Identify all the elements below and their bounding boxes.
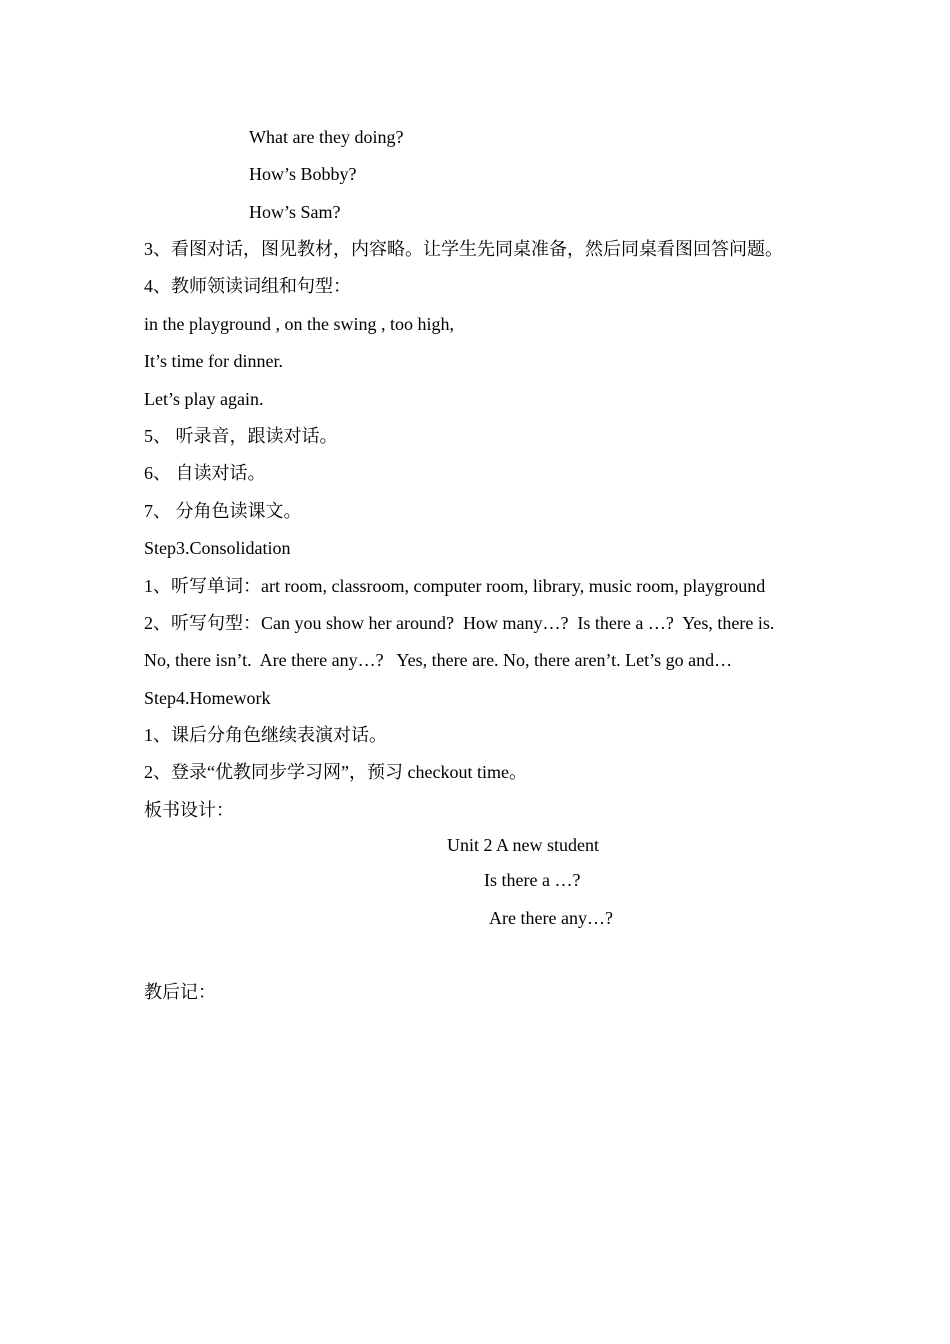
consolidation-item-2-continued: No, there isn’t. Are there any…? Yes, there are. No, there aren’t. Let’s go and… <box>144 650 733 670</box>
phrase-line: Let’s play again. <box>144 389 264 409</box>
consolidation-item-1: 1、听写单词：art room, classroom, computer room, library, music room, playground <box>144 576 766 596</box>
homework-item-1: 1、课后分角色继续表演对话。 <box>144 725 387 745</box>
consolidation-heading: Step3.Consolidation <box>144 538 291 558</box>
question-line: What are they doing? <box>249 127 404 147</box>
phrase-line: It’s time for dinner. <box>144 351 283 371</box>
step-item-4: 4、教师领读词组和句型： <box>144 276 351 296</box>
step-item-7: 7、 分角色读课文。 <box>144 501 302 521</box>
board-design-label: 板书设计： <box>144 800 234 820</box>
homework-item-2: 2、登录“优教同步学习网”，预习 checkout time。 <box>144 762 527 782</box>
step-item-6: 6、 自读对话。 <box>144 463 266 483</box>
board-design-line: Is there a …? <box>484 870 581 890</box>
board-design-line: Are there any…? <box>489 908 613 928</box>
consolidation-item-2: 2、听写句型：Can you show her around? How many…? Is there a …? Yes, there is. <box>144 613 775 633</box>
reflection-label: 教后记： <box>144 982 216 1002</box>
board-design-title: Unit 2 A new student <box>447 835 599 855</box>
step-item-3: 3、看图对话，图见教材，内容略。让学生先同桌准备，然后同桌看图回答问题。 <box>144 239 783 259</box>
question-line: How’s Bobby? <box>249 164 357 184</box>
step-item-5: 5、 听录音，跟读对话。 <box>144 426 338 446</box>
phrase-line: in the playground , on the swing , too high, <box>144 314 454 334</box>
question-line: How’s Sam? <box>249 202 341 222</box>
homework-heading: Step4.Homework <box>144 688 271 708</box>
